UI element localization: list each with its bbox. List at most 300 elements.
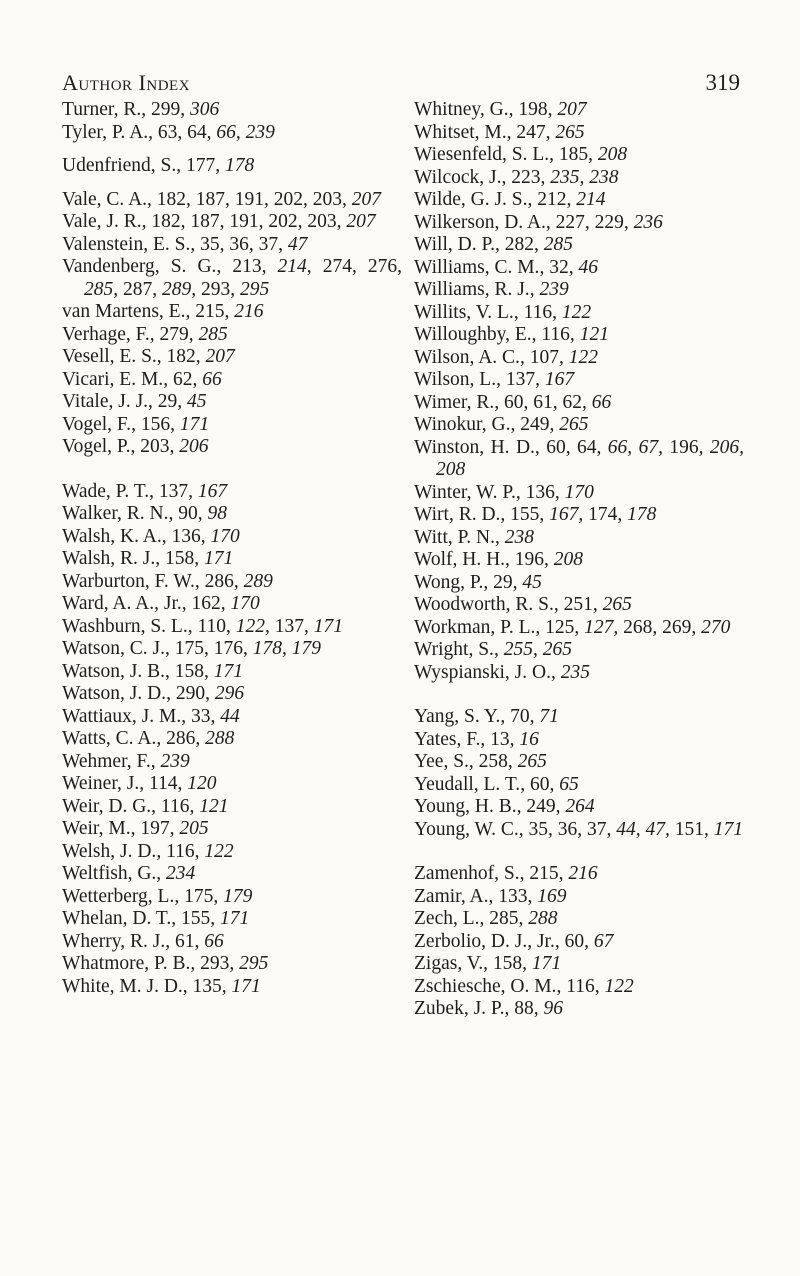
entry-pages-italic: 122 bbox=[568, 346, 598, 368]
entry-author: Vandenberg, S. G. bbox=[62, 256, 217, 277]
entry-author: Woodworth, R. S. bbox=[414, 594, 554, 615]
entry-author: Weiner, J. bbox=[62, 773, 140, 794]
entry-pages-italic: 285, bbox=[84, 278, 119, 300]
entry-pages-italic: 265 bbox=[559, 414, 589, 435]
index-entry: Witt, P. N., 238 bbox=[414, 526, 535, 548]
entry-pages: 116, bbox=[523, 301, 557, 323]
entry-pages-italic: 206 bbox=[179, 436, 209, 457]
entry-author: Watson, C. J. bbox=[62, 638, 165, 659]
index-entry: Zubek, J. P., 88, 96 bbox=[414, 998, 563, 1019]
index-entry: Zerbolio, D. J., Jr., 60, 67 bbox=[414, 930, 614, 952]
entry-pages-italic: 264 bbox=[565, 796, 595, 817]
index-entry: Williams, R. J., 239 bbox=[414, 279, 569, 300]
entry-pages-italic: 179 bbox=[223, 885, 253, 907]
letter-gap bbox=[62, 459, 402, 481]
entry-pages: 125, bbox=[545, 616, 585, 638]
entry-pages: 182, 187, 191, 202, 203, bbox=[151, 211, 342, 232]
index-entry: Wilson, L., 137, 167 bbox=[414, 369, 575, 390]
entry-author: Winston, H. D. bbox=[414, 436, 535, 458]
index-entry: Weltfish, G., 234 bbox=[62, 863, 196, 884]
entry-pages: 177, bbox=[186, 155, 221, 176]
entry-pages: 61, bbox=[175, 930, 200, 952]
entry-pages: 60, 64, bbox=[546, 436, 608, 458]
entry-pages: 35, 36, 37, bbox=[200, 233, 283, 255]
entry-pages-italic: 171 bbox=[313, 615, 343, 637]
entry-pages-italic: 288 bbox=[205, 728, 235, 749]
entry-pages-italic: 208 bbox=[597, 144, 628, 165]
entry-pages-italic: 120 bbox=[187, 773, 217, 794]
entry-author: Tyler, P. A. bbox=[62, 121, 149, 143]
index-entry: Wimer, R., 60, 61, 62, 66 bbox=[414, 391, 612, 413]
entry-pages-italic: 238 bbox=[504, 526, 535, 548]
entry-pages-italic: 167 bbox=[544, 369, 575, 390]
index-entry: Winston, H. D., 60, 64, 66, 67, 196, 206, 208 bbox=[414, 436, 745, 480]
entry-pages-italic: 171 bbox=[713, 818, 744, 840]
index-entry: Winter, W. P., 136, 170 bbox=[414, 481, 594, 503]
index-entry: Warburton, F. W., 286, 289 bbox=[62, 570, 273, 592]
entry-author: Weltfish, G. bbox=[62, 863, 157, 884]
entry-pages-italic: 171 bbox=[231, 975, 261, 997]
entry-pages: 185, bbox=[558, 144, 594, 165]
entry-author: Udenfriend, S. bbox=[62, 155, 177, 176]
index-entry: Yang, S. Y., 70, 71 bbox=[414, 706, 559, 727]
entry-pages-italic: 66 bbox=[591, 391, 612, 413]
index-column-right bbox=[414, 99, 744, 1021]
entry-pages-italic: 178 bbox=[627, 504, 657, 525]
entry-pages: 35, 36, 37, bbox=[528, 818, 617, 840]
entry-author: Zigas, V. bbox=[414, 953, 484, 974]
entry-pages-italic: 66 bbox=[204, 930, 224, 952]
entry-author: Willits, V. L. bbox=[414, 301, 514, 323]
entry-pages: 213, bbox=[232, 256, 278, 277]
index-entry: Vale, J. R., 182, 187, 191, 202, 203, 207 bbox=[62, 211, 376, 232]
letter-gap bbox=[62, 144, 402, 155]
entry-pages: 203, bbox=[140, 436, 175, 457]
entry-author: Yee, S. bbox=[414, 751, 469, 772]
entry-pages: 158, bbox=[164, 548, 200, 569]
entry-pages: 137, bbox=[158, 480, 193, 502]
entry-pages: 60, 61, 62, bbox=[503, 391, 587, 413]
entry-pages-italic: 171 bbox=[531, 953, 562, 974]
index-entry: Wright, S., 255, 265 bbox=[414, 639, 572, 660]
entry-pages-italic: 234 bbox=[166, 863, 196, 884]
entry-pages: 33, bbox=[190, 705, 216, 727]
index-entry: Verhage, F., 279, 285 bbox=[62, 323, 228, 345]
entry-pages: 282, bbox=[504, 234, 539, 255]
entry-pages: 32, bbox=[549, 256, 574, 278]
index-entry: Wetterberg, L., 175, 179 bbox=[62, 885, 253, 907]
entry-author: Vale, C. A. bbox=[62, 188, 148, 210]
entry-pages-italic: 170 bbox=[210, 525, 240, 547]
index-entry: Yee, S., 258, 265 bbox=[414, 751, 547, 772]
index-entry: Washburn, S. L., 110, 122, 137, 171 bbox=[62, 615, 343, 637]
entry-pages: 286, bbox=[166, 728, 201, 749]
entry-pages: 116, bbox=[166, 840, 200, 862]
entry-pages-italic: 207 bbox=[346, 211, 376, 232]
entry-pages-italic: 67 bbox=[593, 930, 614, 952]
entry-pages: 290, bbox=[175, 683, 210, 704]
index-entry: Young, W. C., 35, 36, 37, 44, 47, 151, 171 bbox=[414, 818, 744, 840]
entry-author: Wehmer, F. bbox=[62, 750, 151, 772]
entry-author: Wetterberg, L. bbox=[62, 885, 175, 907]
entry-pages: 182, bbox=[166, 346, 201, 367]
entry-author: Workman, P. L. bbox=[414, 616, 536, 638]
entry-pages: 70, bbox=[510, 706, 535, 727]
entry-pages-italic: 44 bbox=[220, 705, 240, 727]
entry-author: Whitset, M. bbox=[414, 121, 507, 143]
entry-author: Watson, J. B. bbox=[62, 660, 165, 682]
index-column-left bbox=[62, 99, 402, 998]
entry-pages-italic: 66, 67, bbox=[607, 436, 663, 458]
entry-pages: 116, bbox=[566, 975, 600, 997]
entry-author: Wilde, G. J. S. bbox=[414, 189, 528, 210]
entry-author: Vitale, J. J. bbox=[62, 391, 149, 412]
entry-pages-italic: 235, 238 bbox=[550, 166, 619, 188]
index-entry: Wirt, R. D., 155, 167, 174, 178 bbox=[414, 504, 657, 525]
index-entry: Wyspianski, J. O., 235 bbox=[414, 661, 590, 683]
entry-pages: 162, bbox=[191, 593, 226, 614]
index-entry: Willits, V. L., 116, 122 bbox=[414, 301, 592, 323]
entry-pages: 137, bbox=[269, 615, 314, 637]
index-entry: Vesell, E. S., 182, 207 bbox=[62, 346, 235, 367]
entry-pages-italic: 236 bbox=[633, 211, 663, 233]
entry-pages-italic: 205 bbox=[179, 818, 209, 839]
entry-author: Walker, R. N. bbox=[62, 503, 169, 524]
entry-pages-italic: 96 bbox=[543, 998, 563, 1019]
entry-pages: 286, bbox=[204, 570, 239, 592]
entry-author: Zamenhof, S. bbox=[414, 863, 520, 884]
entry-pages: 258, bbox=[478, 751, 513, 772]
entry-author: Williams, R. J. bbox=[414, 279, 530, 300]
entry-pages-italic: 216 bbox=[568, 863, 598, 884]
index-entry: Yates, F., 13, 16 bbox=[414, 728, 539, 750]
entry-author: Whelan, D. T. bbox=[62, 908, 172, 929]
entry-author: Walsh, K. A. bbox=[62, 525, 162, 547]
entry-author: Williams, C. M. bbox=[414, 256, 540, 278]
entry-author: Ward, A. A., Jr. bbox=[62, 593, 182, 614]
entry-pages-italic: 207 bbox=[557, 99, 587, 120]
index-entry: Wade, P. T., 137, 167 bbox=[62, 480, 228, 502]
index-entry: Wattiaux, J. M., 33, 44 bbox=[62, 705, 240, 727]
index-entry: Willoughby, E., 116, 121 bbox=[414, 324, 609, 345]
index-entry: Wilcock, J., 223, 235, 238 bbox=[414, 166, 619, 188]
entry-pages: 174, bbox=[583, 504, 628, 525]
entry-author: Vale, J. R. bbox=[62, 211, 142, 232]
entry-author: Verhage, F. bbox=[62, 323, 150, 345]
entry-pages-italic: 285 bbox=[198, 323, 228, 345]
entry-pages: 212, bbox=[537, 189, 572, 210]
index-entry: Wiesenfeld, S. L., 185, 208 bbox=[414, 144, 628, 165]
entry-author: Welsh, J. D. bbox=[62, 840, 157, 862]
entry-author: Weir, M. bbox=[62, 818, 131, 839]
index-entry: Whitset, M., 247, 265 bbox=[414, 121, 585, 143]
entry-pages: 247, bbox=[516, 121, 551, 143]
entry-pages-italic: 295 bbox=[240, 278, 270, 300]
entry-pages-italic: 206, 208 bbox=[436, 436, 745, 480]
entry-pages-italic: 178, 179 bbox=[252, 638, 321, 659]
index-entry: Wehmer, F., 239 bbox=[62, 750, 190, 772]
entry-pages-italic: 239 bbox=[160, 750, 190, 772]
entry-author: Wilson, A. C. bbox=[414, 346, 520, 368]
index-entry: Zigas, V., 158, 171 bbox=[414, 953, 562, 974]
entry-author: Wherry, R. J. bbox=[62, 930, 166, 952]
entry-pages: 251, bbox=[563, 594, 598, 615]
index-entry: Walker, R. N., 90, 98 bbox=[62, 503, 227, 524]
entry-author: Wilcock, J. bbox=[414, 166, 502, 188]
index-entry: Vitale, J. J., 29, 45 bbox=[62, 391, 207, 412]
entry-pages-italic: 265 bbox=[602, 594, 632, 615]
entry-pages: 293, bbox=[196, 278, 240, 300]
entry-author: Turner, R. bbox=[62, 99, 142, 120]
entry-pages: 299, bbox=[150, 99, 186, 120]
index-entry: Young, H. B., 249, 264 bbox=[414, 796, 595, 817]
entry-pages-italic: 288 bbox=[528, 908, 558, 929]
entry-author: White, M. J. D. bbox=[62, 975, 183, 997]
index-entry: Welsh, J. D., 116, 122 bbox=[62, 840, 234, 862]
entry-pages-italic: 289 bbox=[243, 570, 273, 592]
entry-pages: 151, bbox=[669, 818, 714, 840]
entry-author: Zech, L. bbox=[414, 908, 480, 929]
index-entry: Winokur, G., 249, 265 bbox=[414, 414, 589, 435]
entry-pages-italic: 235 bbox=[560, 661, 590, 683]
entry-author: Yeudall, L. T. bbox=[414, 773, 521, 795]
entry-pages: 285, bbox=[489, 908, 524, 929]
entry-pages: 268, 269, bbox=[618, 616, 702, 638]
entry-pages: 175, bbox=[184, 885, 219, 907]
entry-author: Wright, S. bbox=[414, 639, 494, 660]
entry-author: Winokur, G. bbox=[414, 414, 511, 435]
page-header bbox=[62, 70, 740, 96]
entry-pages-italic: 45 bbox=[522, 571, 542, 593]
index-entry: Valenstein, E. S., 35, 36, 37, 47 bbox=[62, 233, 308, 255]
entry-pages-italic: 255, 265 bbox=[503, 639, 572, 660]
running-title: Author Index bbox=[62, 70, 191, 95]
entry-pages-italic: 46 bbox=[578, 256, 598, 278]
entry-author: Young, H. B. bbox=[414, 796, 517, 817]
entry-pages-italic: 296 bbox=[214, 683, 245, 704]
entry-author: Watts, C. A. bbox=[62, 728, 157, 749]
entry-author: Whitney, G. bbox=[414, 99, 509, 120]
entry-author: Young, W. C. bbox=[414, 818, 519, 840]
entry-pages: 197, bbox=[140, 818, 175, 839]
index-entry: Weir, M., 197, 205 bbox=[62, 818, 209, 839]
entry-pages: 63, 64, bbox=[157, 121, 212, 143]
entry-author: Warburton, F. W. bbox=[62, 570, 195, 592]
entry-pages-italic: 285 bbox=[543, 234, 574, 255]
page-number: 319 bbox=[705, 70, 740, 95]
entry-author: Wimer, R. bbox=[414, 391, 495, 413]
index-entry: Wherry, R. J., 61, 66 bbox=[62, 930, 224, 952]
index-entry: Yeudall, L. T., 60, 65 bbox=[414, 773, 579, 795]
entry-pages: 223, bbox=[511, 166, 546, 188]
entry-pages: 107, bbox=[529, 346, 564, 368]
index-entry: Weiner, J., 114, 120 bbox=[62, 773, 217, 794]
entry-pages-italic: 239 bbox=[539, 279, 569, 300]
index-entry: Watson, C. J., 175, 176, 178, 179 bbox=[62, 638, 321, 659]
entry-pages-italic: 71 bbox=[539, 706, 559, 727]
entry-pages-italic: 208 bbox=[553, 549, 584, 570]
entry-pages-italic: 65 bbox=[559, 773, 579, 795]
entry-pages-italic: 44, 47, bbox=[616, 818, 670, 840]
index-entry: Wolf, H. H., 196, 208 bbox=[414, 549, 584, 570]
index-entry: Zech, L., 285, 288 bbox=[414, 908, 558, 929]
entry-pages: 249, bbox=[520, 414, 555, 435]
index-entry: Tyler, P. A., 63, 64, 66, 239 bbox=[62, 121, 275, 143]
index-entry: Wilde, G. J. S., 212, 214 bbox=[414, 189, 606, 210]
entry-author: Winter, W. P. bbox=[414, 481, 516, 503]
entry-pages: 116, bbox=[160, 795, 195, 817]
index-entry: Williams, C. M., 32, 46 bbox=[414, 256, 598, 278]
index-entry: White, M. J. D., 135, 171 bbox=[62, 975, 261, 997]
entry-pages-italic: 169 bbox=[537, 885, 567, 907]
entry-pages: 215, bbox=[195, 301, 230, 322]
entry-pages: 62, bbox=[172, 368, 198, 390]
entry-author: Vogel, P. bbox=[62, 436, 131, 457]
entry-pages-italic: 45 bbox=[187, 391, 207, 412]
entry-author: Witt, P. N. bbox=[414, 526, 496, 548]
index-entry: Turner, R., 299, 306 bbox=[62, 99, 220, 120]
entry-author: Wirt, R. D. bbox=[414, 504, 501, 525]
entry-pages: 135, bbox=[192, 975, 227, 997]
index-entry: Zamenhof, S., 215, 216 bbox=[414, 863, 598, 884]
entry-pages-italic: 66, 239 bbox=[216, 121, 275, 143]
index-entry: Ward, A. A., Jr., 162, 170 bbox=[62, 593, 260, 614]
entry-pages-italic: 207 bbox=[351, 188, 382, 210]
entry-pages-italic: 16 bbox=[519, 728, 539, 750]
entry-pages: 182, 187, 191, 202, 203, bbox=[156, 188, 347, 210]
entry-pages-italic: 170 bbox=[564, 481, 594, 503]
entry-author: Vicari, E. M. bbox=[62, 368, 164, 390]
entry-pages-italic: 306 bbox=[189, 99, 220, 120]
entry-author: Zamir, A. bbox=[414, 885, 489, 907]
entry-pages: 293, bbox=[200, 953, 235, 974]
index-entry: Vogel, P., 203, 206 bbox=[62, 436, 209, 457]
index-entry: Vandenberg, S. G., 213, 214, 274, 276, 285, 287, 289, 293, 295 bbox=[62, 256, 402, 300]
entry-author: Zerbolio, D. J., Jr. bbox=[414, 930, 555, 952]
entry-pages: 116, bbox=[541, 324, 575, 345]
letter-gap bbox=[414, 684, 744, 706]
index-entry: Whelan, D. T., 155, 171 bbox=[62, 908, 250, 929]
entry-pages-italic: 122 bbox=[204, 840, 234, 862]
entry-pages: 90, bbox=[178, 503, 203, 524]
entry-pages: 227, 229, bbox=[555, 211, 629, 233]
index-entry: Workman, P. L., 125, 127, 268, 269, 270 bbox=[414, 616, 731, 638]
index-entry: Vogel, F., 156, 171 bbox=[62, 413, 210, 435]
entry-pages-italic: 289, bbox=[162, 278, 197, 300]
entry-author: Wade, P. T. bbox=[62, 480, 150, 502]
index-entry: Watson, J. B., 158, 171 bbox=[62, 660, 243, 682]
index-entry: Watson, J. D., 290, 296 bbox=[62, 683, 245, 704]
index-entry: Will, D. P., 282, 285 bbox=[414, 234, 574, 255]
entry-author: Willoughby, E. bbox=[414, 324, 532, 345]
index-entry: Wong, P., 29, 45 bbox=[414, 571, 542, 593]
entry-pages: 60, bbox=[529, 773, 555, 795]
entry-pages-italic: 214, bbox=[277, 256, 312, 277]
entry-author: Will, D. P. bbox=[414, 234, 496, 255]
entry-pages: 279, bbox=[159, 323, 194, 345]
index-entry: Wilson, A. C., 107, 122 bbox=[414, 346, 598, 368]
index-entry: Walsh, K. A., 136, 170 bbox=[62, 525, 240, 547]
entry-pages-italic: 171 bbox=[219, 908, 250, 929]
index-entry: Udenfriend, S., 177, 178 bbox=[62, 155, 255, 176]
entry-pages-italic: 66 bbox=[202, 368, 222, 390]
index-entry: Watts, C. A., 286, 288 bbox=[62, 728, 235, 749]
entry-pages-italic: 178 bbox=[225, 155, 255, 176]
entry-author: Wilkerson, D. A. bbox=[414, 211, 546, 233]
entry-pages: 110, bbox=[197, 615, 236, 637]
entry-author: Valenstein, E. S. bbox=[62, 233, 191, 255]
entry-pages: 29, bbox=[493, 571, 518, 593]
entry-pages-italic: 216 bbox=[234, 301, 264, 322]
index-entry: Weir, D. G., 116, 121 bbox=[62, 795, 229, 817]
entry-pages-italic: 265 bbox=[517, 751, 547, 772]
entry-pages: 114, bbox=[149, 773, 183, 794]
entry-pages-italic: 170 bbox=[230, 593, 260, 614]
entry-pages-italic: 295 bbox=[239, 953, 269, 974]
entry-pages: 249, bbox=[526, 796, 561, 817]
entry-pages: 196, bbox=[514, 549, 549, 570]
entry-author: Wiesenfeld, S. L. bbox=[414, 144, 550, 165]
entry-pages: 175, 176, bbox=[174, 638, 253, 659]
entry-pages-italic: 270 bbox=[701, 616, 731, 638]
index-entry: Zschiesche, O. M., 116, 122 bbox=[414, 975, 634, 997]
entry-pages: 274, 276, bbox=[311, 256, 402, 277]
index-entry: Woodworth, R. S., 251, 265 bbox=[414, 594, 632, 615]
entry-pages-italic: 122, bbox=[235, 615, 270, 637]
entry-author: Vesell, E. S. bbox=[62, 346, 157, 367]
entry-pages-italic: 167, bbox=[549, 504, 584, 525]
entry-pages: 136, bbox=[171, 525, 206, 547]
entry-pages: 196, bbox=[662, 436, 710, 458]
entry-pages: 133, bbox=[498, 885, 533, 907]
letter-gap bbox=[62, 178, 402, 189]
index-entry: Walsh, R. J., 158, 171 bbox=[62, 548, 234, 569]
entry-pages-italic: 214 bbox=[576, 189, 606, 210]
entry-author: Wong, P. bbox=[414, 571, 484, 593]
entry-pages: 88, bbox=[514, 998, 539, 1019]
index-entry: Whitney, G., 198, 207 bbox=[414, 99, 587, 120]
entry-pages: 158, bbox=[492, 953, 528, 974]
index-entry: Whatmore, P. B., 293, 295 bbox=[62, 953, 269, 974]
entry-pages: 198, bbox=[518, 99, 553, 120]
entry-pages-italic: 171 bbox=[213, 660, 243, 682]
index-entry: Zamir, A., 133, 169 bbox=[414, 885, 567, 907]
entry-pages-italic: 121 bbox=[199, 795, 229, 817]
entry-pages-italic: 265 bbox=[555, 121, 585, 143]
entry-pages: 136, bbox=[525, 481, 560, 503]
letter-gap bbox=[414, 841, 744, 863]
entry-pages-italic: 122 bbox=[561, 301, 592, 323]
entry-pages-italic: 122 bbox=[604, 975, 634, 997]
entry-author: Wattiaux, J. M. bbox=[62, 705, 182, 727]
entry-author: Walsh, R. J. bbox=[62, 548, 156, 569]
entry-pages-italic: 121 bbox=[579, 324, 609, 345]
entry-author: Yates, F. bbox=[414, 728, 481, 750]
entry-pages-italic: 171 bbox=[203, 548, 234, 569]
entry-pages-italic: 98 bbox=[207, 503, 227, 524]
entry-author: Weir, D. G. bbox=[62, 795, 152, 817]
entry-author: Watson, J. D. bbox=[62, 683, 167, 704]
entry-pages-italic: 207 bbox=[205, 346, 235, 367]
entry-pages-italic: 167 bbox=[197, 480, 228, 502]
entry-author: Washburn, S. L. bbox=[62, 615, 188, 637]
entry-author: Wilson, L. bbox=[414, 369, 497, 390]
index-entry: Vale, C. A., 182, 187, 191, 202, 203, 207 bbox=[62, 188, 382, 210]
entry-pages: 156, bbox=[140, 413, 175, 435]
index-entry: van Martens, E., 215, 216 bbox=[62, 301, 264, 322]
entry-pages: 137, bbox=[505, 369, 540, 390]
index-entry: Wilkerson, D. A., 227, 229, 236 bbox=[414, 211, 663, 233]
